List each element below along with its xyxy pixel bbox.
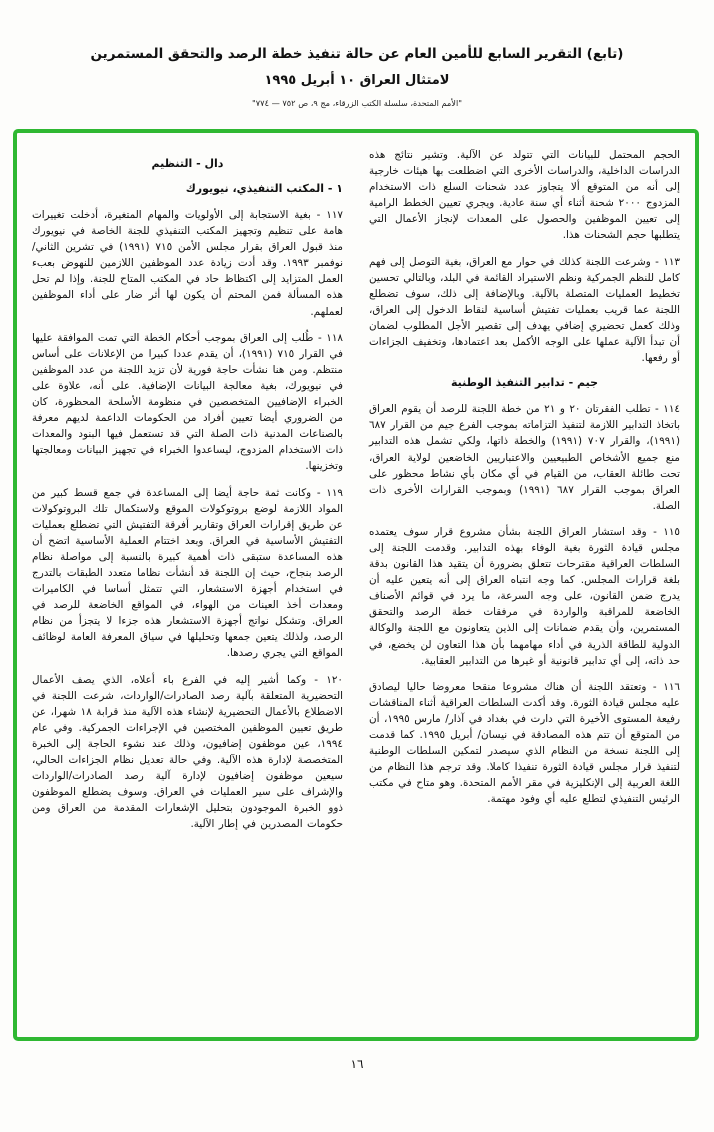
paragraph-116: ١١٦ - وتعتقد اللجنة أن هناك مشروعا منقحا معروضا حاليا ليصادق عليه مجلس قيادة الثورة. وقد أكدت السلطات العراقية أثناء المناقشات رفيعة المستوى الأخيرة التي دارت في بغداد في آذار/ مارس ١٩٩٥، أن من المتوقع أن تتم هذه المصادقة في نيسان/ أبريل ١٩٩٥. كما قدمت إلى اللجنة نسخة من النظام الذي سيصدر لتمكين السلطات الوطنية لتنفيذ قرار مجلس قيادة الثورة تنفيذا كاملا. وقد ترجم هذا النظام من اللغة العربية إلى الإنكليزية في مقر الأمم المتحدة. وهو متاح في مكتب الرئيس التنفيذي لتطلع عليه أي وفود مهتمة. [369,680,681,806]
column-right [369,147,680,1027]
paragraph-115: ١١٥ - وقد استشار العراق اللجنة بشأن مشروع قرار سوف يعتمده مجلس قيادة الثورة بغية الوفاء بهذه التدابير. وقدمت اللجنة إلى السلطات العراقية مقترحات تتعلق بضرورة أن يتقيد هذا القانون بدقة بلغة قرارات المجلس. كما وجه انتباه العراق إلى أنه يتعين عليه أن يدرج ضمن القانون، على وجه السرعة، ما يرد في قوائم الأصناف الخاضعة للمراقبة والواردة في مرفقات خطة الرصد والتحقق المستمرين، وأن يقدم ضمانات إلى الذين يتعاونون مع اللجنة والوكالة الدولية للطاقة الذرية في أداء مهامهما بأن هذا التعاون لن يخضع، في حد ذاته، إلى أي تدابير قانونية أو غيرها من التدابير العقابية. [369,525,680,667]
document-title-line1: (تابع) التقرير السابع للأمين العام عن حالة تنفيذ خطة الرصد والتحقق المستمرين [90,46,624,62]
document-title-line2: لامتثال العراق ١٠ أبريل ١٩٩٥ [264,73,450,88]
section-heading-jim: جيم - تدابير التنفيذ الوطنية [450,376,599,390]
section-heading-dal: دال - التنظيم [151,157,224,170]
subsection-heading-executive-office: ١ - المكتب التنفيذي، نيويورك [185,182,343,195]
paragraph-114: ١١٤ - تطلب الفقرتان ٢٠ و ٢١ من خطة اللجنة للرصد أن يقوم العراق باتخاذ التدابير اللازمة لتنفيذ التزاماته بموجب الفرع جيم من القرار ٦٨٧ (١٩٩١)، والقرار ٧٠٧ (١٩٩١) والخطة ذاتها، ولكي تشمل هذه التدابير منع جميع الأشخاص الطبيعيين والاعتباريين الخاضعين لولاية العراق، تحت طائلة العقاب، من القيام في أي مكان بأي نشاط محظور على العراق بموجب القرار ٦٨٧ (١٩٩١) وبموجب القرارات الأخرى ذات الصلة. [369,403,681,512]
paragraph-117: ١١٧ - بغية الاستجابة إلى الأولويات والمهام المتغيرة، أدخلت تغييرات هامة على تنظيم وتجهيز المكتب التنفيذي للجنة الخاصة في نيويورك منذ قبول العراق بقرار مجلس الأمن ٧١٥ (١٩٩١) في تشرين الثاني/ نوفمبر ١٩٩٣. وقد أدت زيادة عدد الموظفين اللازمين للنهوض بعبء العمل المتزايد إلى اكتظاظ حاد في المكتب المتاح للجنة. وإذا لم تحل هذه المسألة فمن المحتم أن يكون لها أثر ضار على أداء الموظفين لعملهم. [32,209,344,318]
highlight-box [13,129,699,1041]
document-header [0,0,714,108]
paragraph-120: ١٢٠ - وكما أشير إليه في الفرع باء أعلاه، الذي يصف الأعمال التحضيرية المتعلقة بآلية رصد الصادرات/الواردات، شرعت اللجنة في الاضطلاع بالأعمال التحضيرية لإنشاء هذه الآلية منذ قرابة ١٨ شهرا، عن طريق تعيين الموظفين المختصين في الإجراءات الجمركية. وفي عام ١٩٩٤، عين موظفون إضافيون، وذلك عند نشوء الحاجة إلى الخبرة المتخصصة لإدارة هذه الآلية. وفي حالة تعديل نظام الجزاءات الحالي، سيعين موظفون إضافيون لإدارة آلية رصد الصادرات/الواردات والإشراف على سير العمليات في العراق. وسوف يضطلع الموظفون ذوو الخبرة الموجودون بتحليل الإشعارات المقدمة من العراق ومن حكومات المصدرين في إطار الآلية. [32,673,343,831]
page-number: ١٦ [350,1057,364,1071]
paragraph-113: ١١٣ - وشرعت اللجنة كذلك في حوار مع العراق، بغية التوصل إلى فهم كامل للنظم الجمركية ونظم الاستيراد القائمة في البلد، وبالتالي تحسين تخطيط العمليات المتصلة بالآلية. وبالإضافة إلى ذلك، سوف تضطلع اللجنة عما قريب بعمليات تفتيش أساسية لنقاط الدخول إلى العراق، وذلك كعمل تحضيري إضافي يهدف إلى تقصير الأجل المطلوب لضمان أن تبدأ الآلية عملها على الوجه الأكمل بعد اعتمادها، وتخفيف الجزاءات أو رفعها. [369,255,680,365]
paragraph-continuation: الحجم المحتمل للبيانات التي تتولد عن الآلية. وتشير نتائج هذه الدراسات الداخلية، والدراسات الأخرى التي اضطلعت بها هيئات خارجية إلى أنه من المتوقع ألا يتجاوز عدد شحنات السلع ذات الاستخدام المزدوج ٢٠٠٠ شحنة أثناء أي سنة عادية. ويجري تعيين الخطط الرامية إلى تعيين الموظفين والحصول على المعدات لإنجاز الأعمال التي يتطلبها حجم الشحنات هذا. [369,149,680,242]
paragraph-119: ١١٩ - وكانت ثمة حاجة أيضا إلى المساعدة في جمع قسط كبير من المواد اللازمة لوضع بروتوكولات الموقع ولاستكمال تلك البروتوكولات عن طريق إقرارات العراق وتقارير أفرقة التفتيش التي تضطلع بعمليات التفتيش الأساسية في العراق. وبعد اختتام العملية الأساسية اتضح أن هذه المساعدة ستبقى ذات أهمية كبيرة بالنسبة إلى مواصلة نظام الرصد بنجاح، حيث إن اللجنة قد أنشأت نظاما متعدد الطبقات بالتدرج في استخدام أجهزة الاستشعار، التي تتمثل أساسا في الكاميرات ومعدات أخذ العينات من الهواء، في المواقع الخاضعة للرصد في العراق. وتشكل نواتج أجهزة الاستشعار هذه جزءا لا يتجزأ من نظام الرصد، ولذلك يتعين جمعها وتحليلها في سياق المعرفة العامة لوظائف المواقع التي يجري رصدها. [32,486,343,660]
column-left [32,147,343,1027]
document-source-citation: "الأمم المتحدة، سلسلة الكتب الزرقاء، مج ٩، ص ٧٥٢ — ٧٧٤" [252,98,462,108]
paragraph-118: ١١٨ - طُلب إلى العراق بموجب أحكام الخطة التي تمت الموافقة عليها في القرار ٧١٥ (١٩٩١)، أن يقدم عددا كبيرا من الإعلانات على أساس منتظم. ومن هنا نشأت حاجة فورية لأن تزيد اللجنة من عدد الموظفين في نيويورك، بغية معالجة البيانات الإضافية. على أنه، علاوة على الخبراء الإضافيين المتخصصين في منظومة الأسلحة المحظورة، كان من الضروري أيضا تعيين أفراد من الحكومات الداعمة لديهم معرفة بالصناعات المدنية ذات الصلة التي قد تستعمل فيها البنود والمعدات ذات الاستخدام المزدوج، ليساعدوا الخبراء في تجهيز البيانات ومعالجتها وتخزينها. [32,331,343,473]
two-column-layout [32,147,680,1027]
